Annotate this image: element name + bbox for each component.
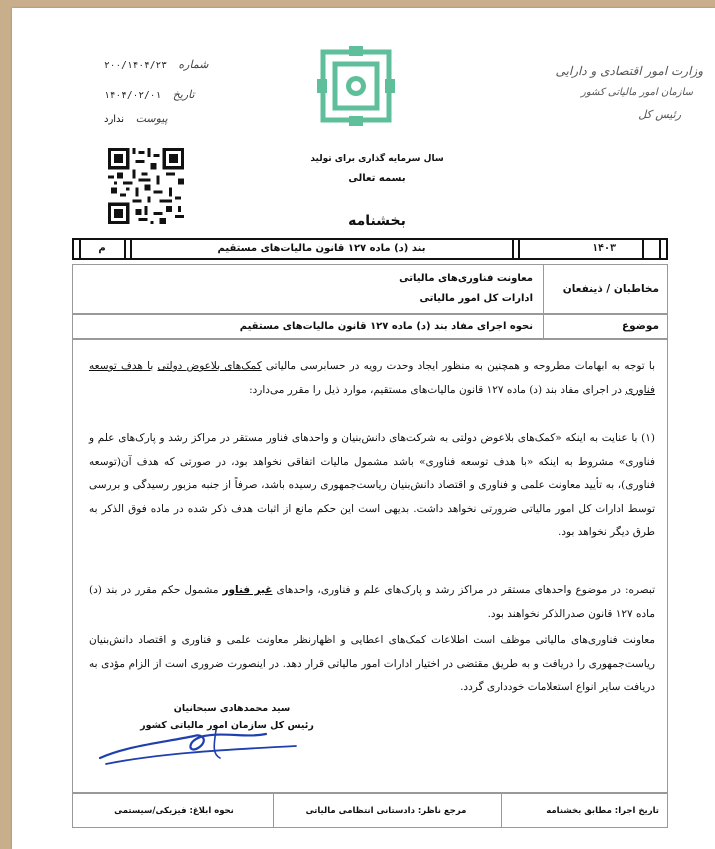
qr-code xyxy=(108,148,184,224)
document-info-table xyxy=(72,238,668,260)
date-label: تاریخ xyxy=(172,88,195,101)
signatory-role: رئیس کل سازمان امور مالیاتی کشور xyxy=(140,720,314,731)
ministry-name: وزارت امور اقتصادی و دارایی xyxy=(555,64,703,78)
intro-paragraph: با توجه به ابهامات مطروحه و همچنین به منظور ایجاد وحدت رویه در حسابرسی مالیاتی کمک‌های بلاعوض دولتی با هدف توسعه فناوری در اجرای مفاد بند (د) ماده ۱۲۷ قانون مالیات‌های مستقیم، موارد ذیل را مقرر می‌دارد: xyxy=(89,360,655,396)
letter-attachment xyxy=(104,112,168,125)
subject-value: نحوه اجرای مفاد بند (د) ماده ۱۲۷ قانون مالیات‌های مستقیم xyxy=(239,321,533,332)
clause-2-paragraph: معاونت فناوری‌های مالیاتی موظف است اطلاعات کمک‌های اعطایی و اظهارنظر معاونت علمی و فناوری و اقتصاد دانش‌بنیان ریاست‌جمهوری را دریافت و به طریق مقتضی در اختیار ادارات امور مالیاتی قرار دهد. در اینصورت ضروری است از الزام مؤدی به دریافت سایر انواع استعلامات خودداری گردد. xyxy=(89,634,655,693)
ministry-header xyxy=(553,60,703,126)
date-value: ۱۴۰۴/۰۲/۰۱ xyxy=(104,90,162,101)
year-slogan: سال سرمایه گذاری برای تولید xyxy=(310,154,444,164)
recipient-2: ادارات کل امور مالیاتی xyxy=(419,293,533,304)
document-type-title: بخشنامه xyxy=(348,213,406,229)
info-year: ۱۴۰۳ xyxy=(591,243,617,254)
supervisory-authority: مرجع ناظر: دادستانی انتظامی مالیاتی xyxy=(305,806,467,816)
note-paragraph: تبصره: در موضوع واحدهای مستقر در مراکز رشد و پارک‌های علم و فناوری، واحدهای غیر فناور مشمول حکم مقرر در بند (د) ماده ۱۲۷ قانون صدرالذکر نخواهند بود. xyxy=(89,584,655,620)
handwritten-signature xyxy=(96,724,306,770)
document-page xyxy=(12,8,715,849)
subject-label: موضوع xyxy=(622,320,659,332)
subject-row xyxy=(72,314,668,340)
footer-table xyxy=(72,793,668,828)
signatory-name: سید محمدهادی سبحانیان xyxy=(173,703,291,714)
office-name: رئیس کل xyxy=(638,108,681,121)
letter-date xyxy=(104,88,195,101)
recipients-row xyxy=(72,264,668,314)
tech-goal-phrase: با هدف توسعه فناوری xyxy=(89,360,655,396)
non-tech-phrase: غیر فناور xyxy=(222,584,273,596)
clause-1-paragraph: (۱) با عنایت به اینکه «کمک‌های بلاعوض دولتی به شرکت‌های دانش‌بنیان و واحدهای فناور مستقر در مراکز رشد و پارک‌های علم و فناوری» مشروط به اینکه «با هدف توسعه فناوری» باشد مشمول مالیات اتفاقی نخواهد بود، در صورتی که هدف آن(توسعه فناوری)، به تأیید معاونت علمی و فناوری و اقتصاد دانش‌بنیان ریاست‌جمهوری رسیده باشد، صرفاً از جنبه مزبور رسیدگی و بررسی توسط ادارات کل امور مالیاتی ضرورتی نخواهد داشت. بدیهی است این حکم مانع از اثبات هدف ذکر شده در ماده فوق الذکر به طرق دیگر نخواهد بود. xyxy=(89,432,655,538)
organization-name: سازمان امور مالیاتی کشور xyxy=(581,87,693,98)
number-label: شماره xyxy=(178,58,209,71)
recipients-label: مخاطبان / ذینفعان xyxy=(562,283,659,295)
execution-date: تاریخ اجرا: مطابق بخشنامه xyxy=(546,806,659,816)
info-subject: بند (د) ماده ۱۲۷ قانون مالیات‌های مستقیم xyxy=(217,243,426,254)
attachment-value: ندارد xyxy=(104,114,125,125)
letter-number xyxy=(104,58,208,71)
attachment-label: پیوست xyxy=(135,112,168,125)
recipient-1: معاونت فناوری‌های مالیاتی xyxy=(399,273,533,284)
tax-organization-logo xyxy=(317,46,395,126)
grants-phrase: کمک‌های بلاعوض دولتی xyxy=(157,360,262,372)
delivery-method: نحوه ابلاغ: فیزیکی/سیستمی xyxy=(114,806,234,816)
number-value: ۲۰۰/۱۴۰۴/۲۳ xyxy=(104,60,167,71)
info-letter: م xyxy=(98,243,106,254)
bismillah: بسمه تعالی xyxy=(348,173,406,184)
